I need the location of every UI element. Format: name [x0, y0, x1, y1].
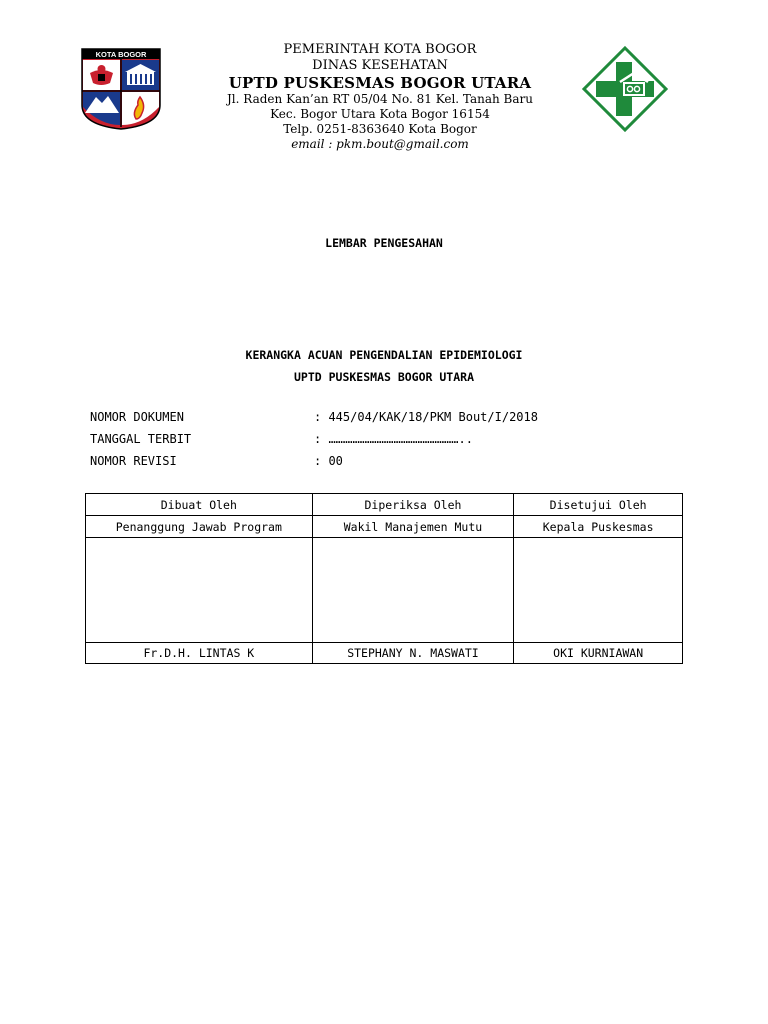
table-row — [86, 643, 683, 664]
table-row — [86, 516, 683, 538]
subject-line-2: UPTD PUSKESMAS BOGOR UTARA — [293, 370, 474, 384]
institution-name: UPTD PUSKESMAS BOGOR UTARA — [228, 74, 532, 92]
signature-cell — [514, 538, 683, 643]
letterhead — [180, 42, 580, 152]
header-created-by: Dibuat Oleh — [86, 494, 313, 516]
puskesmas-logo — [582, 46, 668, 132]
kota-bogor-logo — [80, 47, 162, 131]
signer-name: OKI KURNIAWAN — [514, 643, 683, 664]
document-meta — [90, 406, 538, 472]
signature-cell — [312, 538, 514, 643]
table-row — [86, 538, 683, 643]
signature-cell — [86, 538, 313, 643]
meta-label: TANGGAL TERBIT — [90, 432, 192, 446]
meta-value: : 00 — [314, 454, 343, 468]
meta-row-revision-number — [90, 450, 538, 472]
header-approved-by: Disetujui Oleh — [514, 494, 683, 516]
meta-label: NOMOR DOKUMEN — [90, 410, 184, 424]
role-program-lead: Penanggung Jawab Program — [86, 516, 313, 538]
signer-name: STEPHANY N. MASWATI — [312, 643, 514, 664]
logo-text: KOTA BOGOR — [95, 50, 147, 59]
header-checked-by: Diperiksa Oleh — [312, 494, 514, 516]
meta-label: NOMOR REVISI — [90, 454, 177, 468]
approval-table — [85, 493, 683, 664]
table-row — [86, 494, 683, 516]
role-head: Kepala Puskesmas — [514, 516, 683, 538]
address-line-1: Jl. Raden Kan’an RT 05/04 No. 81 Kel. Tanah Baru — [227, 92, 533, 106]
meta-row-issue-date — [90, 428, 538, 450]
subject-line-1: KERANGKA ACUAN PENGENDALIAN EPIDEMIOLOGI — [245, 348, 523, 362]
department-name: DINAS KESEHATAN — [312, 58, 448, 73]
document-subject — [0, 344, 768, 388]
role-quality-deputy: Wakil Manajemen Mutu — [312, 516, 514, 538]
meta-value: : 445/04/KAK/18/PKM Bout/I/2018 — [314, 410, 538, 424]
meta-row-document-number — [90, 406, 538, 428]
meta-value: : ……………………………………………….. — [314, 432, 473, 446]
document-title: LEMBAR PENGESAHAN — [325, 236, 443, 250]
government-name: PEMERINTAH KOTA BOGOR — [283, 42, 477, 57]
signer-name: Fr.D.H. LINTAS K — [86, 643, 313, 664]
email-line: email : pkm.bout@gmail.com — [291, 137, 469, 151]
address-line-2: Kec. Bogor Utara Kota Bogor 16154 — [270, 107, 490, 121]
phone-line: Telp. 0251-8363640 Kota Bogor — [283, 122, 477, 136]
